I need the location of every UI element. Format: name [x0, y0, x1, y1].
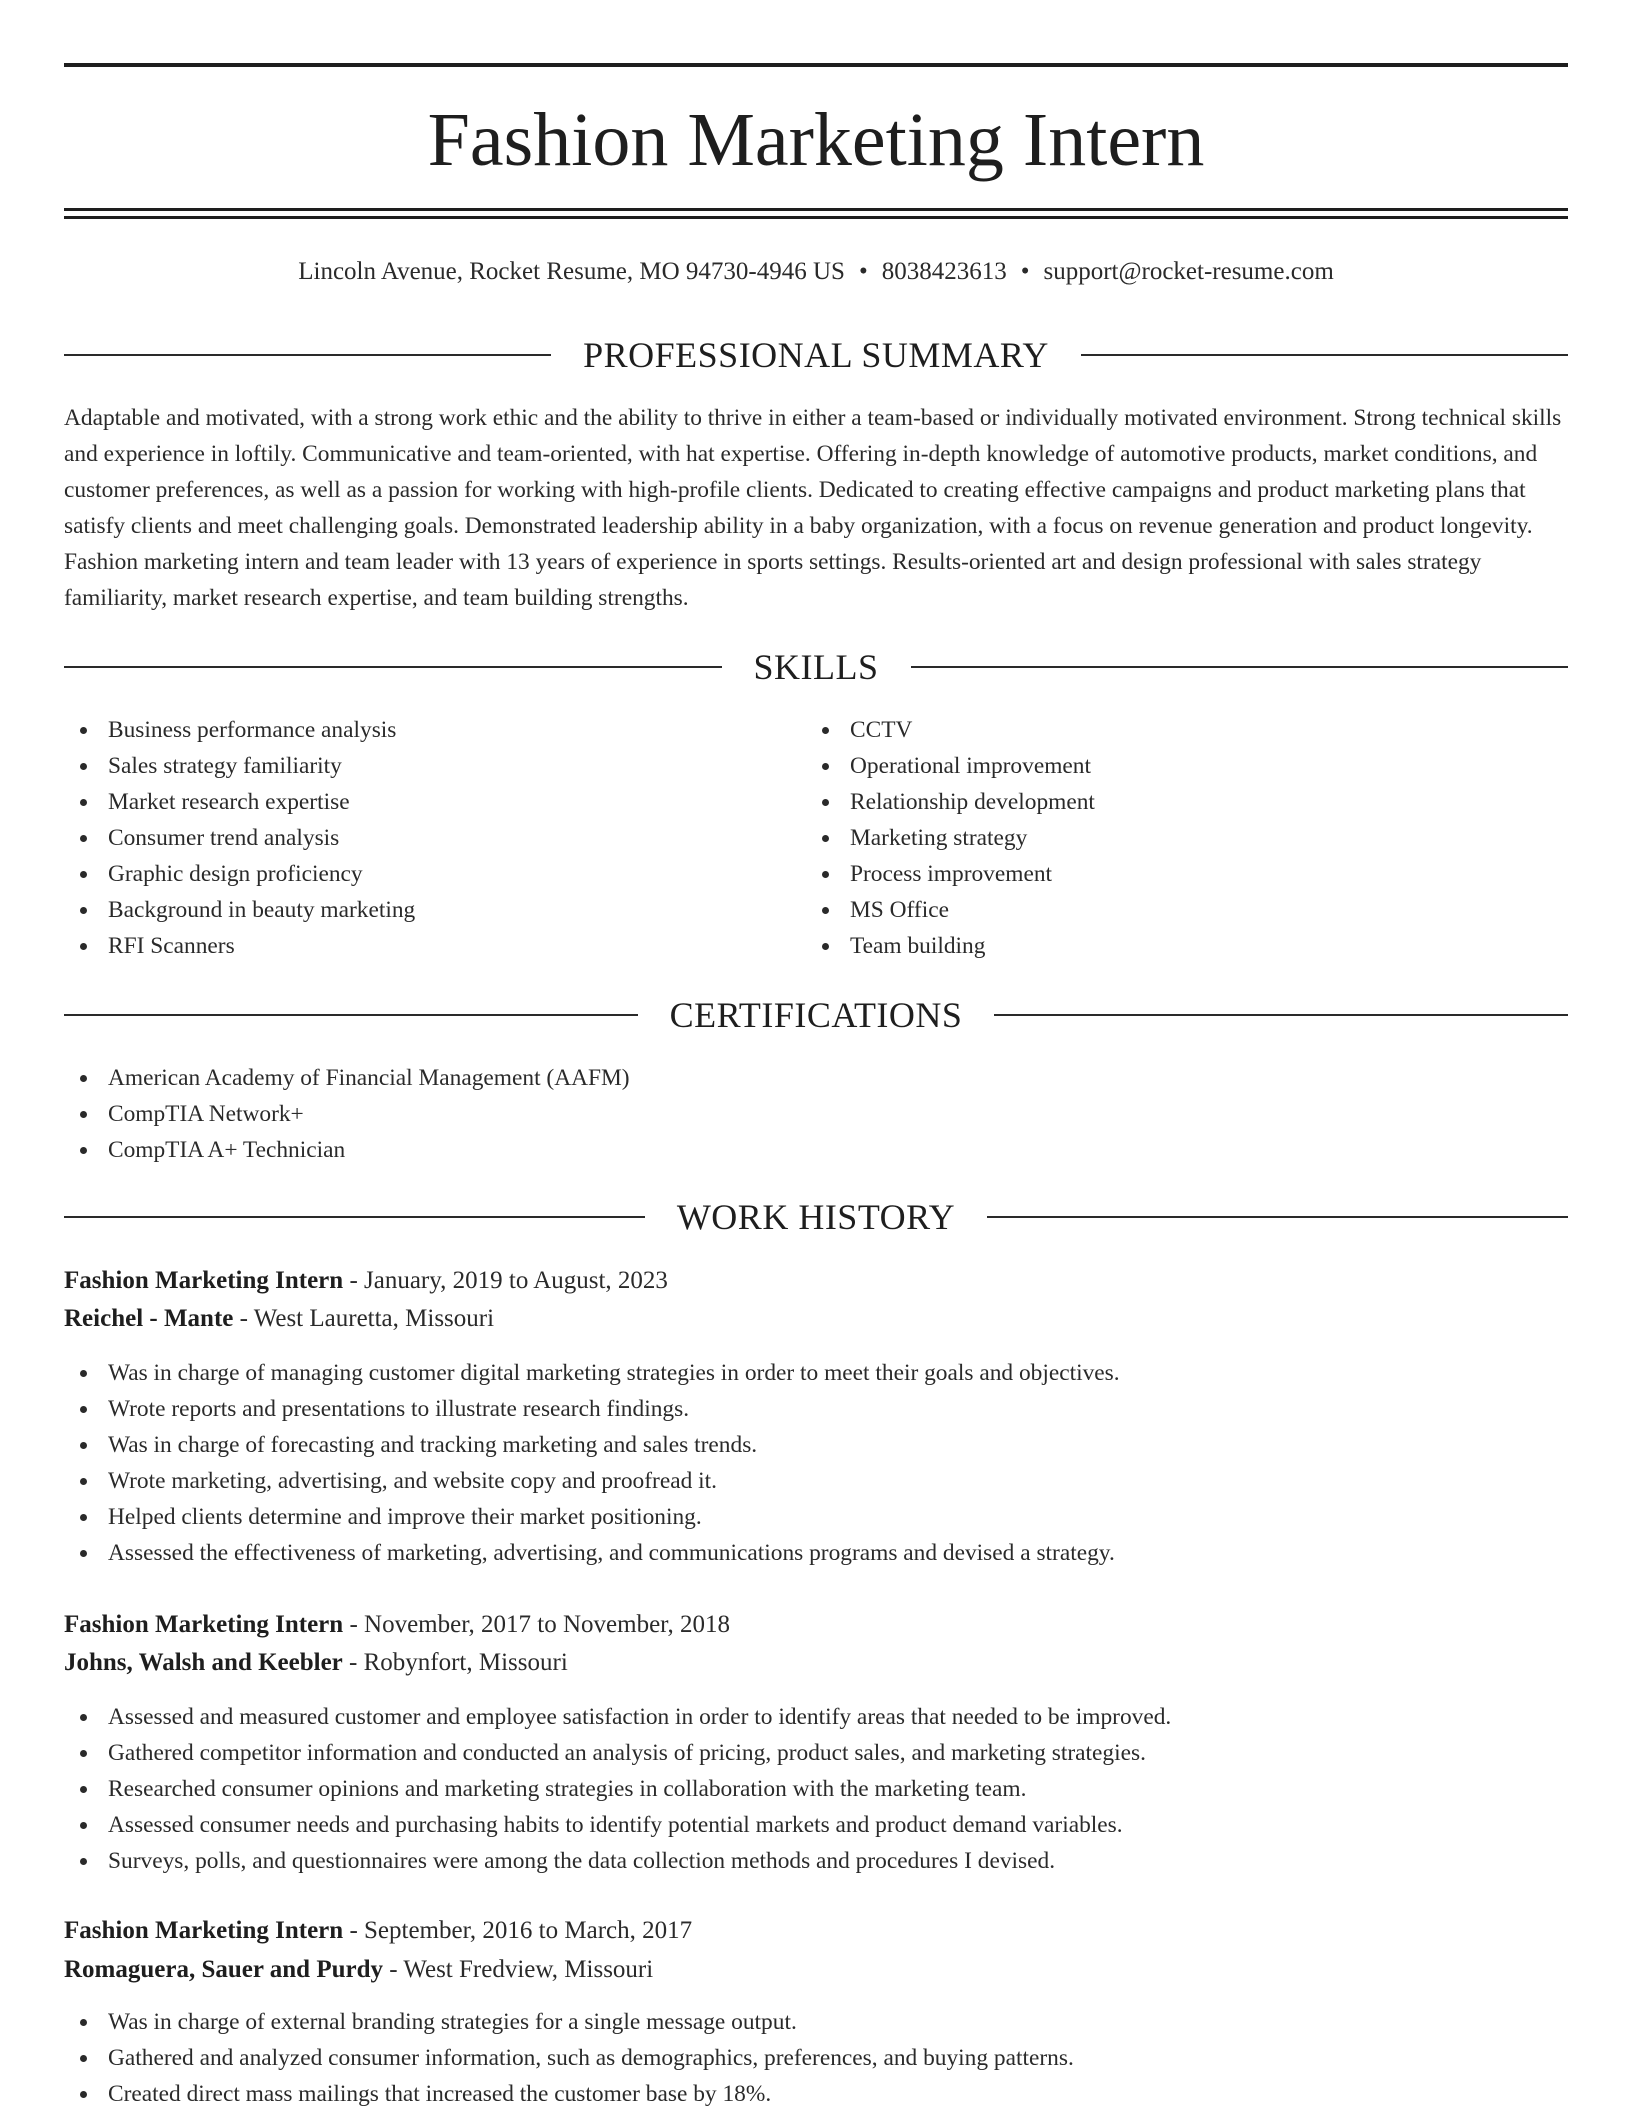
skill-item: Process improvement [806, 856, 1095, 892]
job-company-line [64, 1644, 1568, 1682]
resume-title: Fashion Marketing Intern [427, 98, 1205, 182]
section-heading-work-history [64, 1192, 1568, 1242]
skill-item: Sales strategy familiarity [64, 748, 415, 784]
heading-rule-right [1081, 354, 1568, 356]
heading-rule-left [64, 666, 722, 668]
job-dates: - November, 2017 to November, 2018 [343, 1611, 730, 1638]
section-heading-label: CERTIFICATIONS [669, 995, 963, 1035]
job-company-line [64, 1300, 1568, 1338]
job-bullet: Surveys, polls, and questionnaires were among the data collection methods and procedures I devised. [64, 1843, 1171, 1879]
skill-item: Marketing strategy [806, 820, 1095, 856]
job-bullet: Was in charge of external branding strategies for a single message output. [64, 2004, 1074, 2040]
job-bullet: Helped clients determine and improve their market positioning. [64, 1499, 1120, 1535]
skill-item: Operational improvement [806, 748, 1095, 784]
header-bottom-rule-double [64, 216, 1568, 219]
heading-rule-right [994, 1014, 1568, 1016]
job-bullets [64, 1699, 1171, 1879]
section-heading-label: WORK HISTORY [676, 1197, 956, 1237]
job-dates: - September, 2016 to March, 2017 [343, 1917, 693, 1944]
contact-line [64, 254, 1568, 290]
certification-item: CompTIA A+ Technician [64, 1132, 630, 1168]
job-bullet: Assessed consumer needs and purchasing habits to identify potential markets and product demand variables. [64, 1807, 1171, 1843]
contact-email: support@rocket-resume.com [1043, 258, 1334, 285]
skills-list-right [806, 712, 1095, 964]
job-location: - Robynfort, Missouri [342, 1649, 568, 1676]
job-bullet: Wrote marketing, advertising, and website copy and proofread it. [64, 1463, 1120, 1499]
job-bullets [64, 1355, 1120, 1571]
contact-address: Lincoln Avenue, Rocket Resume, MO 94730-4946 US [298, 258, 845, 285]
job-location: - West Fredview, Missouri [383, 1956, 654, 1983]
skill-item: Background in beauty marketing [64, 892, 415, 928]
contact-separator: • [858, 258, 868, 285]
certifications-list [64, 1060, 630, 1168]
job-title-line [64, 1912, 1568, 1950]
job-bullet: Created direct mass mailings that increased the customer base by 18%. [64, 2076, 1074, 2112]
job-bullet: Was in charge of forecasting and tracking marketing and sales trends. [64, 1427, 1120, 1463]
job-bullet: Assessed and measured customer and employee satisfaction in order to identify areas that needed to be improved. [64, 1699, 1171, 1735]
section-heading-certifications [64, 990, 1568, 1040]
skill-item: Business performance analysis [64, 712, 415, 748]
job-title: Fashion Marketing Intern [64, 1267, 344, 1294]
job-location: - West Lauretta, Missouri [233, 1305, 495, 1332]
summary-text: Adaptable and motivated, with a strong work ethic and the ability to thrive in either a team-based or individually motivated environment. Strong technical skills and experience in loftily. Communicative and team-oriented, with hat expertise. Offering in-depth knowledge of automotive products, market conditions, and customer preferences, as well as a passion for working with high-profile clients. Dedicated to creating effective campaigns and product marketing plans that satisfy clients and meet challenging goals. Demonstrated leadership ability in a baby organization, with a focus on revenue generation and product longevity. Fashion marketing intern and team leader with 13 years of experience in sports settings. Results-oriented art and design professional with sales strategy familiarity, market research expertise, and team building strengths. [64, 405, 1562, 611]
job-title: Fashion Marketing Intern [64, 1611, 344, 1638]
heading-rule-left [64, 1014, 638, 1016]
job-bullet: Gathered and analyzed consumer information, such as demographics, preferences, and buying patterns. [64, 2040, 1074, 2076]
heading-rule-left [64, 1216, 645, 1218]
job-dates: - January, 2019 to August, 2023 [343, 1267, 668, 1294]
section-heading-skills [64, 642, 1568, 692]
heading-rule-left [64, 354, 551, 356]
certification-item: CompTIA Network+ [64, 1096, 630, 1132]
section-heading-summary [64, 330, 1568, 380]
job-title-line [64, 1262, 1568, 1300]
job-bullet: Researched consumer opinions and marketing strategies in collaboration with the marketing team. [64, 1771, 1171, 1807]
skill-item: RFI Scanners [64, 928, 415, 964]
heading-rule-right [987, 1216, 1568, 1218]
job-company: Johns, Walsh and Keebler [64, 1649, 343, 1676]
job-company: Romaguera, Sauer and Purdy [64, 1956, 384, 1983]
job-company-line [64, 1951, 1568, 1989]
job-bullets [64, 2004, 1074, 2112]
job-title: Fashion Marketing Intern [64, 1917, 344, 1944]
contact-separator: • [1020, 258, 1030, 285]
skill-item: Team building [806, 928, 1095, 964]
skill-item: Graphic design proficiency [64, 856, 415, 892]
header-top-rule [64, 63, 1568, 67]
skill-item: Market research expertise [64, 784, 415, 820]
skill-item: Relationship development [806, 784, 1095, 820]
job-bullet: Assessed the effectiveness of marketing, advertising, and communications programs and devised a strategy. [64, 1535, 1120, 1571]
job-title-line [64, 1606, 1568, 1644]
job-company: Reichel - Mante [64, 1305, 234, 1332]
job-bullet: Gathered competitor information and conducted an analysis of pricing, product sales, and marketing strategies. [64, 1735, 1171, 1771]
skill-item: MS Office [806, 892, 1095, 928]
job-bullet: Was in charge of managing customer digital marketing strategies in order to meet their goals and objectives. [64, 1355, 1120, 1391]
section-heading-label: SKILLS [753, 647, 879, 687]
skill-item: Consumer trend analysis [64, 820, 415, 856]
job-bullet: Wrote reports and presentations to illustrate research findings. [64, 1391, 1120, 1427]
heading-rule-right [911, 666, 1569, 668]
section-heading-label: PROFESSIONAL SUMMARY [583, 335, 1049, 375]
skills-list-left [64, 712, 415, 964]
header-bottom-rule [64, 208, 1568, 211]
skill-item: CCTV [806, 712, 1095, 748]
certification-item: American Academy of Financial Management (AAFM) [64, 1060, 630, 1096]
contact-phone: 8038423613 [881, 258, 1007, 285]
